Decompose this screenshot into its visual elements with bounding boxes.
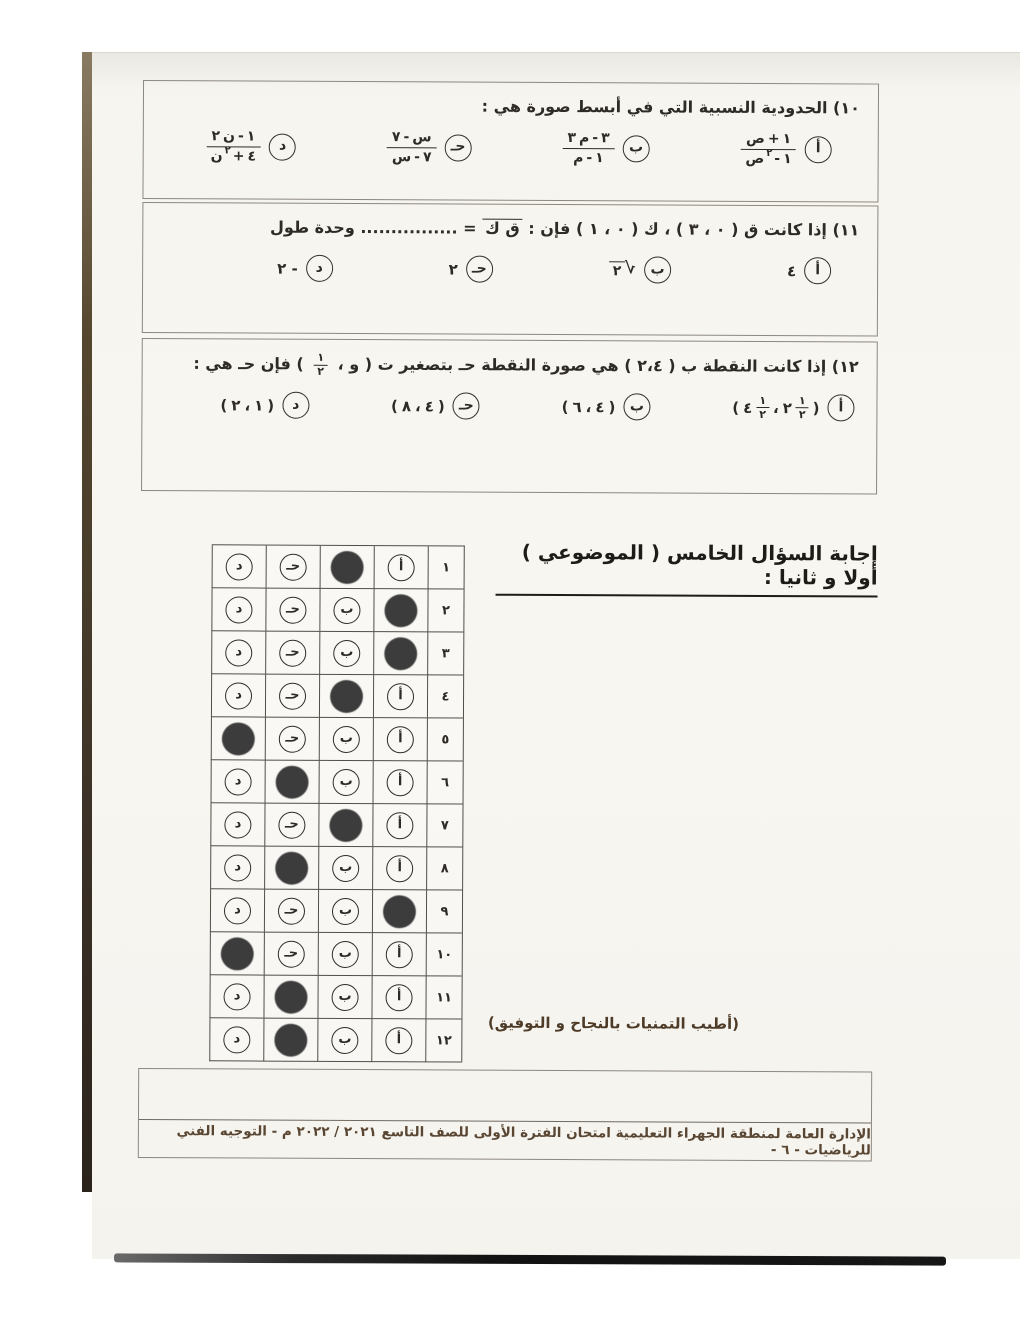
grid-cell (319, 718, 373, 761)
letter-bubble: ب (333, 596, 360, 623)
grid-cell (318, 847, 372, 890)
formula-token: ١ (759, 394, 767, 408)
formula-token: ( (391, 397, 398, 416)
formula-token: ٤ (595, 398, 605, 417)
option-حـ (391, 393, 480, 420)
formula-token: ٨ (401, 397, 412, 416)
letter-bubble: د (224, 897, 251, 924)
letter-bubble: د (226, 553, 253, 580)
letter-bubble: حـ (278, 897, 305, 924)
formula-token: ) (812, 399, 820, 418)
option-formula (562, 130, 614, 167)
fraction-denominator (568, 149, 609, 167)
formula-token: ٢ (782, 399, 792, 418)
grid-cell (320, 546, 374, 589)
filled-bubble (330, 809, 361, 840)
letter-bubble: أ (385, 1027, 412, 1054)
option-formula (732, 394, 819, 422)
grid-cell (265, 675, 319, 718)
formula-token: ٦ (572, 398, 582, 417)
grid-cell (263, 1019, 317, 1062)
option-formula (562, 398, 616, 416)
formula-token: ١ (783, 151, 792, 168)
letter-bubble: أ (386, 984, 413, 1011)
question-box-12 (141, 338, 878, 495)
letter-bubble: د (224, 983, 251, 1010)
grid-row-number-cell (426, 933, 462, 976)
option-formula (740, 131, 796, 168)
grid-cell (319, 589, 373, 632)
question-12-text-before: ١٢) إذا كانت النقطة ب ( ٢،٤ ) هي صورة النقطة حـ بتصغير ت ( و ، (332, 354, 859, 377)
grid-cell (373, 675, 427, 718)
row-number: ٨ (440, 860, 449, 876)
formula-token: ، (244, 396, 251, 415)
option-حـ (449, 256, 493, 283)
formula-token: ١ (798, 394, 806, 408)
option-د (220, 392, 309, 419)
option-أ (787, 257, 831, 284)
formula-token: م (578, 130, 590, 147)
fraction-denominator (740, 150, 796, 168)
formula-token: - (774, 151, 781, 168)
fraction (796, 394, 809, 421)
filled-bubble (385, 595, 416, 626)
grid-cell (266, 546, 320, 589)
option-د (277, 255, 333, 282)
option-formula (277, 259, 298, 277)
fraction-numerator (206, 128, 260, 147)
letter-bubble: د (225, 682, 252, 709)
option-letter-circle: ب (623, 135, 650, 162)
formula-token: س (391, 149, 412, 166)
grid-cell (210, 889, 264, 932)
formula-token: ( (732, 398, 740, 417)
option-formula (787, 262, 796, 280)
grid-cell (372, 804, 426, 847)
question-10-options (158, 126, 860, 168)
grid-row-number-cell (427, 718, 463, 761)
option-أ (732, 394, 854, 422)
fraction-denominator (756, 408, 769, 421)
fraction (562, 130, 614, 167)
grid-cell (373, 761, 427, 804)
row-number: ١١ (436, 989, 453, 1005)
grid-cell (373, 718, 427, 761)
letter-bubble: أ (387, 726, 414, 753)
question-10-title: ١٠) الحدودية النسبية التي في أبسط صورة هي : (481, 96, 860, 118)
fraction-numerator (562, 130, 614, 149)
formula-token: ٣ (567, 130, 577, 147)
filled-bubble (276, 852, 307, 883)
fraction-denominator (206, 147, 261, 165)
option-letter-circle: حـ (453, 393, 480, 420)
filled-bubble (275, 981, 306, 1012)
letter-bubble: ب (331, 1026, 358, 1053)
segment-overline: ق ك (482, 219, 523, 238)
grid-cell (374, 546, 428, 589)
grid-cell (372, 890, 426, 933)
formula-token: ٤ (743, 398, 753, 417)
question-11-title (157, 215, 859, 242)
grid-cell (371, 1019, 425, 1062)
letter-bubble: أ (387, 683, 414, 710)
letter-bubble: د (225, 768, 252, 795)
row-number: ٤ (441, 688, 450, 704)
filled-bubble (277, 766, 308, 797)
grid-row-number-cell (427, 761, 463, 804)
row-number: ٧ (440, 817, 449, 833)
fraction-numerator (796, 394, 809, 408)
grid-cell (211, 674, 265, 717)
radical-sign-icon: √ (625, 258, 637, 278)
option-ب (562, 130, 649, 167)
question-box-11 (142, 202, 879, 337)
grid-cell (372, 933, 426, 976)
letter-bubble: ب (332, 940, 359, 967)
formula-token: ١ (595, 150, 604, 167)
fraction (756, 394, 769, 421)
formula-token: م (573, 150, 584, 167)
letter-bubble: حـ (279, 725, 306, 752)
grid-cell (318, 890, 372, 933)
formula-token: س (412, 129, 432, 146)
letter-bubble: حـ (278, 811, 305, 838)
formula-token: ( (220, 396, 228, 415)
row-number: ٣ (441, 645, 450, 661)
grid-row-number-cell (426, 890, 462, 933)
letter-bubble: ب (333, 725, 360, 752)
formula-token: ١ (254, 396, 264, 415)
grid-row-number-cell (426, 804, 462, 847)
row-number: ١٢ (435, 1032, 452, 1048)
grid-cell (263, 976, 317, 1019)
answer-grid (209, 544, 465, 1062)
option-letter-circle: حـ (445, 134, 472, 161)
formula-token: - (592, 130, 599, 147)
radical (609, 258, 637, 279)
filled-bubble (384, 896, 415, 927)
grid-cell (211, 588, 265, 631)
grid-cell (318, 804, 372, 847)
filled-bubble (331, 680, 362, 711)
superscript: ٢ (224, 145, 231, 157)
grid-cell (265, 718, 319, 761)
formula-token: ٧ (422, 149, 432, 166)
row-number: ١ (442, 559, 451, 575)
grid-cell (265, 589, 319, 632)
letter-bubble: د (224, 811, 251, 838)
footer-text: الإدارة العامة لمنطقة الجهراء التعليمية امتحان الفترة الأولى للصف التاسع ٢٠٢١ / ٢٠٢٢ م - التوجيه الفني للرياضيات - ٦ - (176, 1123, 871, 1159)
question-12-title (157, 351, 859, 381)
formula-token: ٢ (231, 396, 241, 415)
grid-cell (265, 632, 319, 675)
letter-bubble: د (223, 1026, 250, 1053)
scale-factor-fraction: ١ ٢ (313, 352, 328, 378)
formula-token: ن (210, 148, 223, 165)
grid-cell (265, 761, 319, 804)
option-letter-circle: أ (804, 257, 831, 284)
option-formula (391, 397, 445, 415)
filled-bubble (332, 551, 363, 582)
filled-bubble (275, 1024, 306, 1055)
letter-bubble: حـ (279, 682, 306, 709)
letter-bubble: ب (333, 639, 360, 666)
fraction-denominator (796, 409, 809, 422)
row-number: ١٠ (436, 946, 453, 962)
formula-token: ١ (782, 131, 792, 148)
formula-token: ) (267, 396, 275, 415)
grid-cell (212, 545, 266, 588)
formula-token: - (586, 150, 593, 167)
option-formula (220, 396, 274, 414)
formula-token: ص (746, 131, 765, 148)
grid-row-number-cell (428, 546, 464, 589)
formula-token: ٧ (391, 129, 401, 146)
grid-cell (372, 847, 426, 890)
question-11-text-before: ١١) إذا كانت ق ( ٠ ، ٣ ) ، ك ( ٠ ، ١ ) فإن : (522, 218, 860, 240)
formula-token: ٤ (786, 261, 797, 280)
option-letter-circle: د (282, 392, 309, 419)
question-11-text-after: = ................ وحدة طول (270, 217, 483, 238)
option-letter-circle: د (269, 134, 296, 161)
letter-bubble: ب (333, 768, 360, 795)
formula-token: ( (561, 397, 569, 417)
formula-token: ٣ (601, 130, 610, 147)
grid-cell (317, 1019, 371, 1062)
grid-cell (210, 846, 264, 889)
letter-bubble: ب (332, 983, 359, 1010)
grid-row-number-cell (426, 847, 462, 890)
grid-cell (264, 847, 318, 890)
formula-token: - (237, 128, 244, 145)
footer-box (138, 1068, 872, 1162)
letter-bubble: حـ (279, 596, 306, 623)
fraction (206, 128, 262, 165)
option-letter-circle: ب (644, 257, 671, 284)
grid-cell (211, 760, 265, 803)
formula-token: ، (772, 399, 779, 418)
grid-row-number-cell (425, 976, 461, 1019)
option-أ (740, 131, 831, 168)
filled-bubble (385, 638, 416, 669)
grid-cell (210, 803, 264, 846)
formula-token: ٢ (211, 128, 221, 145)
grid-cell (373, 589, 427, 632)
option-formula (206, 128, 262, 165)
grid-cell (211, 717, 265, 760)
formula-token: - (414, 149, 421, 166)
formula-token: ٢ (448, 260, 458, 279)
letter-bubble: د (225, 639, 252, 666)
formula-token: - (403, 129, 410, 146)
grid-cell (264, 933, 318, 976)
formula-token: ٢ - (277, 259, 298, 278)
formula-token: ٤ (247, 148, 257, 165)
letter-bubble: د (224, 854, 251, 881)
formula-token: + (767, 131, 780, 148)
option-letter-circle: ب (623, 394, 650, 421)
letter-bubble: حـ (279, 639, 306, 666)
formula-token: ٤ (424, 397, 434, 416)
letter-bubble: أ (386, 941, 413, 968)
formula-token: + (232, 148, 245, 165)
row-number: ٩ (440, 903, 449, 919)
option-formula (609, 258, 637, 279)
letter-bubble: أ (386, 855, 413, 882)
answer-section-title: إجابة السؤال الخامس ( الموضوعي ) أولا و ثانيا : (496, 540, 878, 598)
grid-cell (318, 933, 372, 976)
question-12-text-after: ) فإن حـ هي : (193, 353, 310, 374)
option-ب (609, 256, 671, 283)
option-formula (449, 260, 458, 278)
fraction (387, 129, 437, 166)
grid-cell (319, 675, 373, 718)
letter-bubble: حـ (280, 553, 307, 580)
letter-bubble: د (225, 596, 252, 623)
formula-token: ، (415, 397, 421, 416)
fraction-numerator (756, 394, 769, 408)
formula-token: ٢ (759, 408, 767, 422)
grid-row-number-cell (427, 632, 463, 675)
formula-token: ص (745, 150, 765, 167)
grid-row-number-cell (427, 675, 463, 718)
letter-bubble: ب (332, 897, 359, 924)
option-letter-circle: أ (805, 136, 832, 163)
superscript: ٢ (766, 148, 773, 160)
formula-token: ١ (246, 128, 256, 145)
option-د (206, 128, 297, 165)
letter-bubble: أ (387, 769, 414, 796)
grid-cell (373, 632, 427, 675)
fraction-numerator (741, 131, 796, 150)
grid-row-number-cell (425, 1019, 461, 1062)
grid-cell (211, 631, 265, 674)
grid-cell (264, 890, 318, 933)
question-12-options (156, 387, 858, 422)
formula-token: ، (585, 398, 592, 417)
option-formula (387, 129, 437, 166)
fraction-numerator (387, 129, 437, 148)
formula-token: ) (437, 397, 445, 416)
fraction-denominator (387, 148, 437, 166)
grid-cell (319, 632, 373, 675)
row-number: ٢ (441, 602, 450, 618)
grid-cell (209, 975, 263, 1018)
row-number: ٦ (441, 774, 450, 790)
option-letter-circle: د (306, 255, 333, 282)
grid-cell (264, 804, 318, 847)
fraction (740, 131, 796, 168)
formula-token: ٢ (798, 408, 806, 422)
grid-cell (209, 1018, 263, 1061)
grid-cell (317, 976, 371, 1019)
filled-bubble (222, 938, 253, 969)
wishes-note: (أطيب التمنيات بالنجاح و التوفيق) (487, 1013, 740, 1033)
grid-row-number-cell (427, 589, 463, 632)
letter-bubble: أ (386, 812, 413, 839)
letter-bubble: حـ (278, 940, 305, 967)
option-letter-circle: أ (827, 395, 854, 422)
formula-token: ) (608, 398, 616, 417)
row-number: ٥ (441, 731, 450, 747)
grid-cell (210, 932, 264, 975)
question-box-10 (142, 80, 879, 203)
letter-bubble: ب (332, 854, 359, 881)
option-حـ (387, 129, 472, 166)
filled-bubble (223, 723, 254, 754)
grid-cell (371, 976, 425, 1019)
radical-body: ٢ (609, 261, 626, 279)
option-letter-circle: حـ (466, 256, 493, 283)
question-11-options (157, 248, 859, 284)
grid-cell (319, 761, 373, 804)
formula-token: ن (223, 128, 236, 145)
letter-bubble: أ (388, 554, 415, 581)
option-ب (562, 393, 651, 420)
